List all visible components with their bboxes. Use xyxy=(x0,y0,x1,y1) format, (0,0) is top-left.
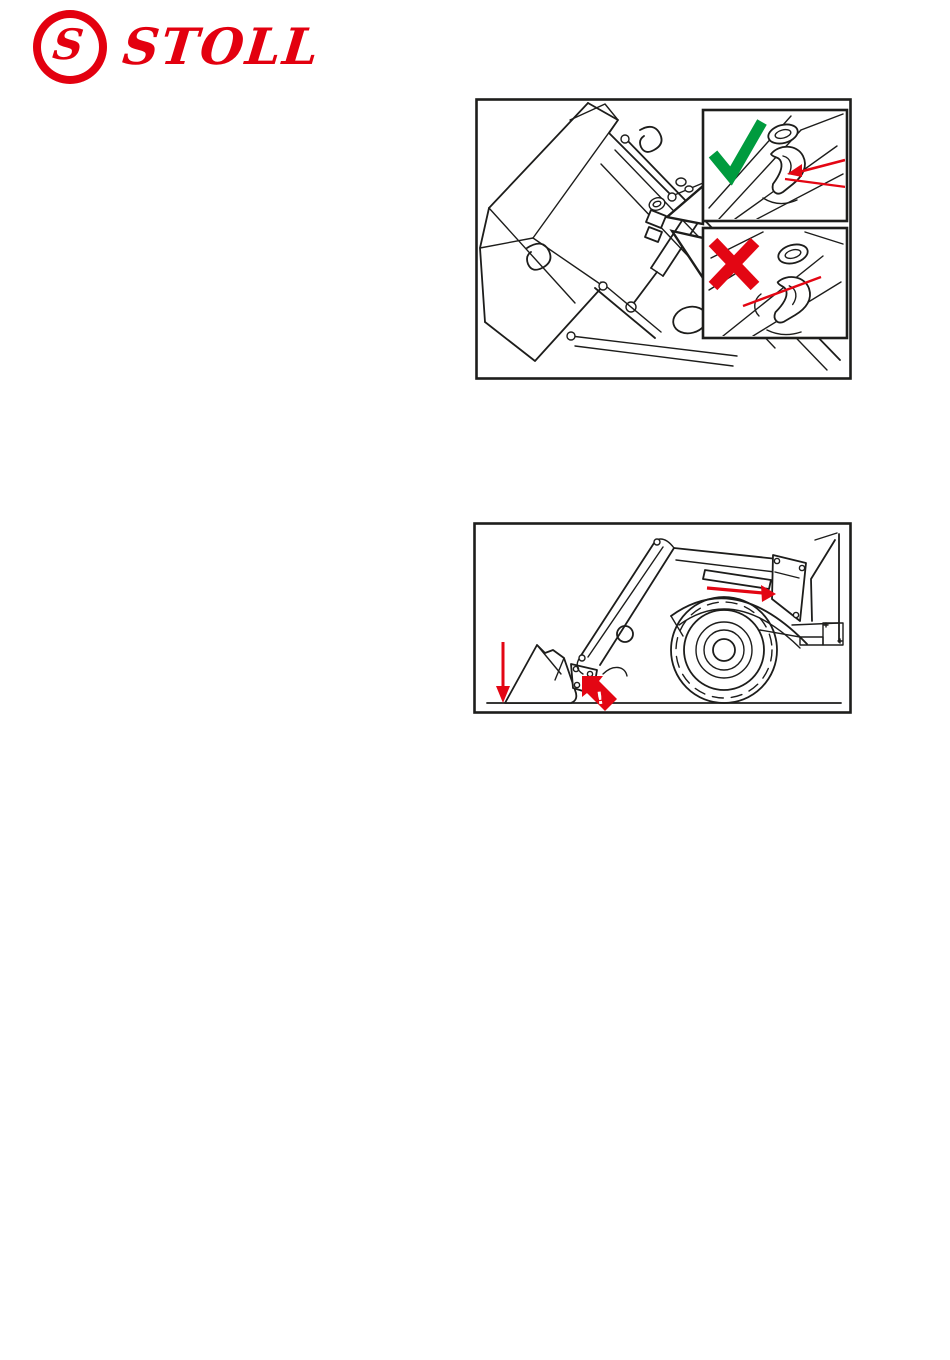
frame-hook-top xyxy=(640,127,662,152)
front-wheel xyxy=(671,597,777,703)
stoll-logo-badge-inner xyxy=(41,18,99,76)
latch-lever xyxy=(645,196,667,242)
inset-correct xyxy=(703,110,847,221)
stoll-logo-badge xyxy=(33,10,107,84)
warning-arrow-icon xyxy=(582,676,617,711)
bucket-rear-view xyxy=(480,103,672,361)
bucket-lowering-drawing xyxy=(473,522,852,714)
figure-latch-detail xyxy=(475,98,852,380)
frame-hook-left xyxy=(527,244,550,270)
arrow-down-icon xyxy=(496,642,510,703)
figure-bucket-lowering xyxy=(473,522,852,714)
stoll-logo xyxy=(33,10,324,84)
exclamation-label: ! xyxy=(594,688,606,710)
loader-mast xyxy=(772,555,806,621)
inset-incorrect xyxy=(703,228,847,338)
tilt-cylinder xyxy=(626,210,701,312)
stoll-logo-initial: S xyxy=(50,19,86,69)
callout-wedge-top xyxy=(667,186,703,224)
bucket-side-view xyxy=(505,645,576,703)
latch-detail-drawing xyxy=(475,98,852,380)
loader-boom xyxy=(577,539,674,674)
stoll-logo-text: STOLL xyxy=(119,17,324,76)
